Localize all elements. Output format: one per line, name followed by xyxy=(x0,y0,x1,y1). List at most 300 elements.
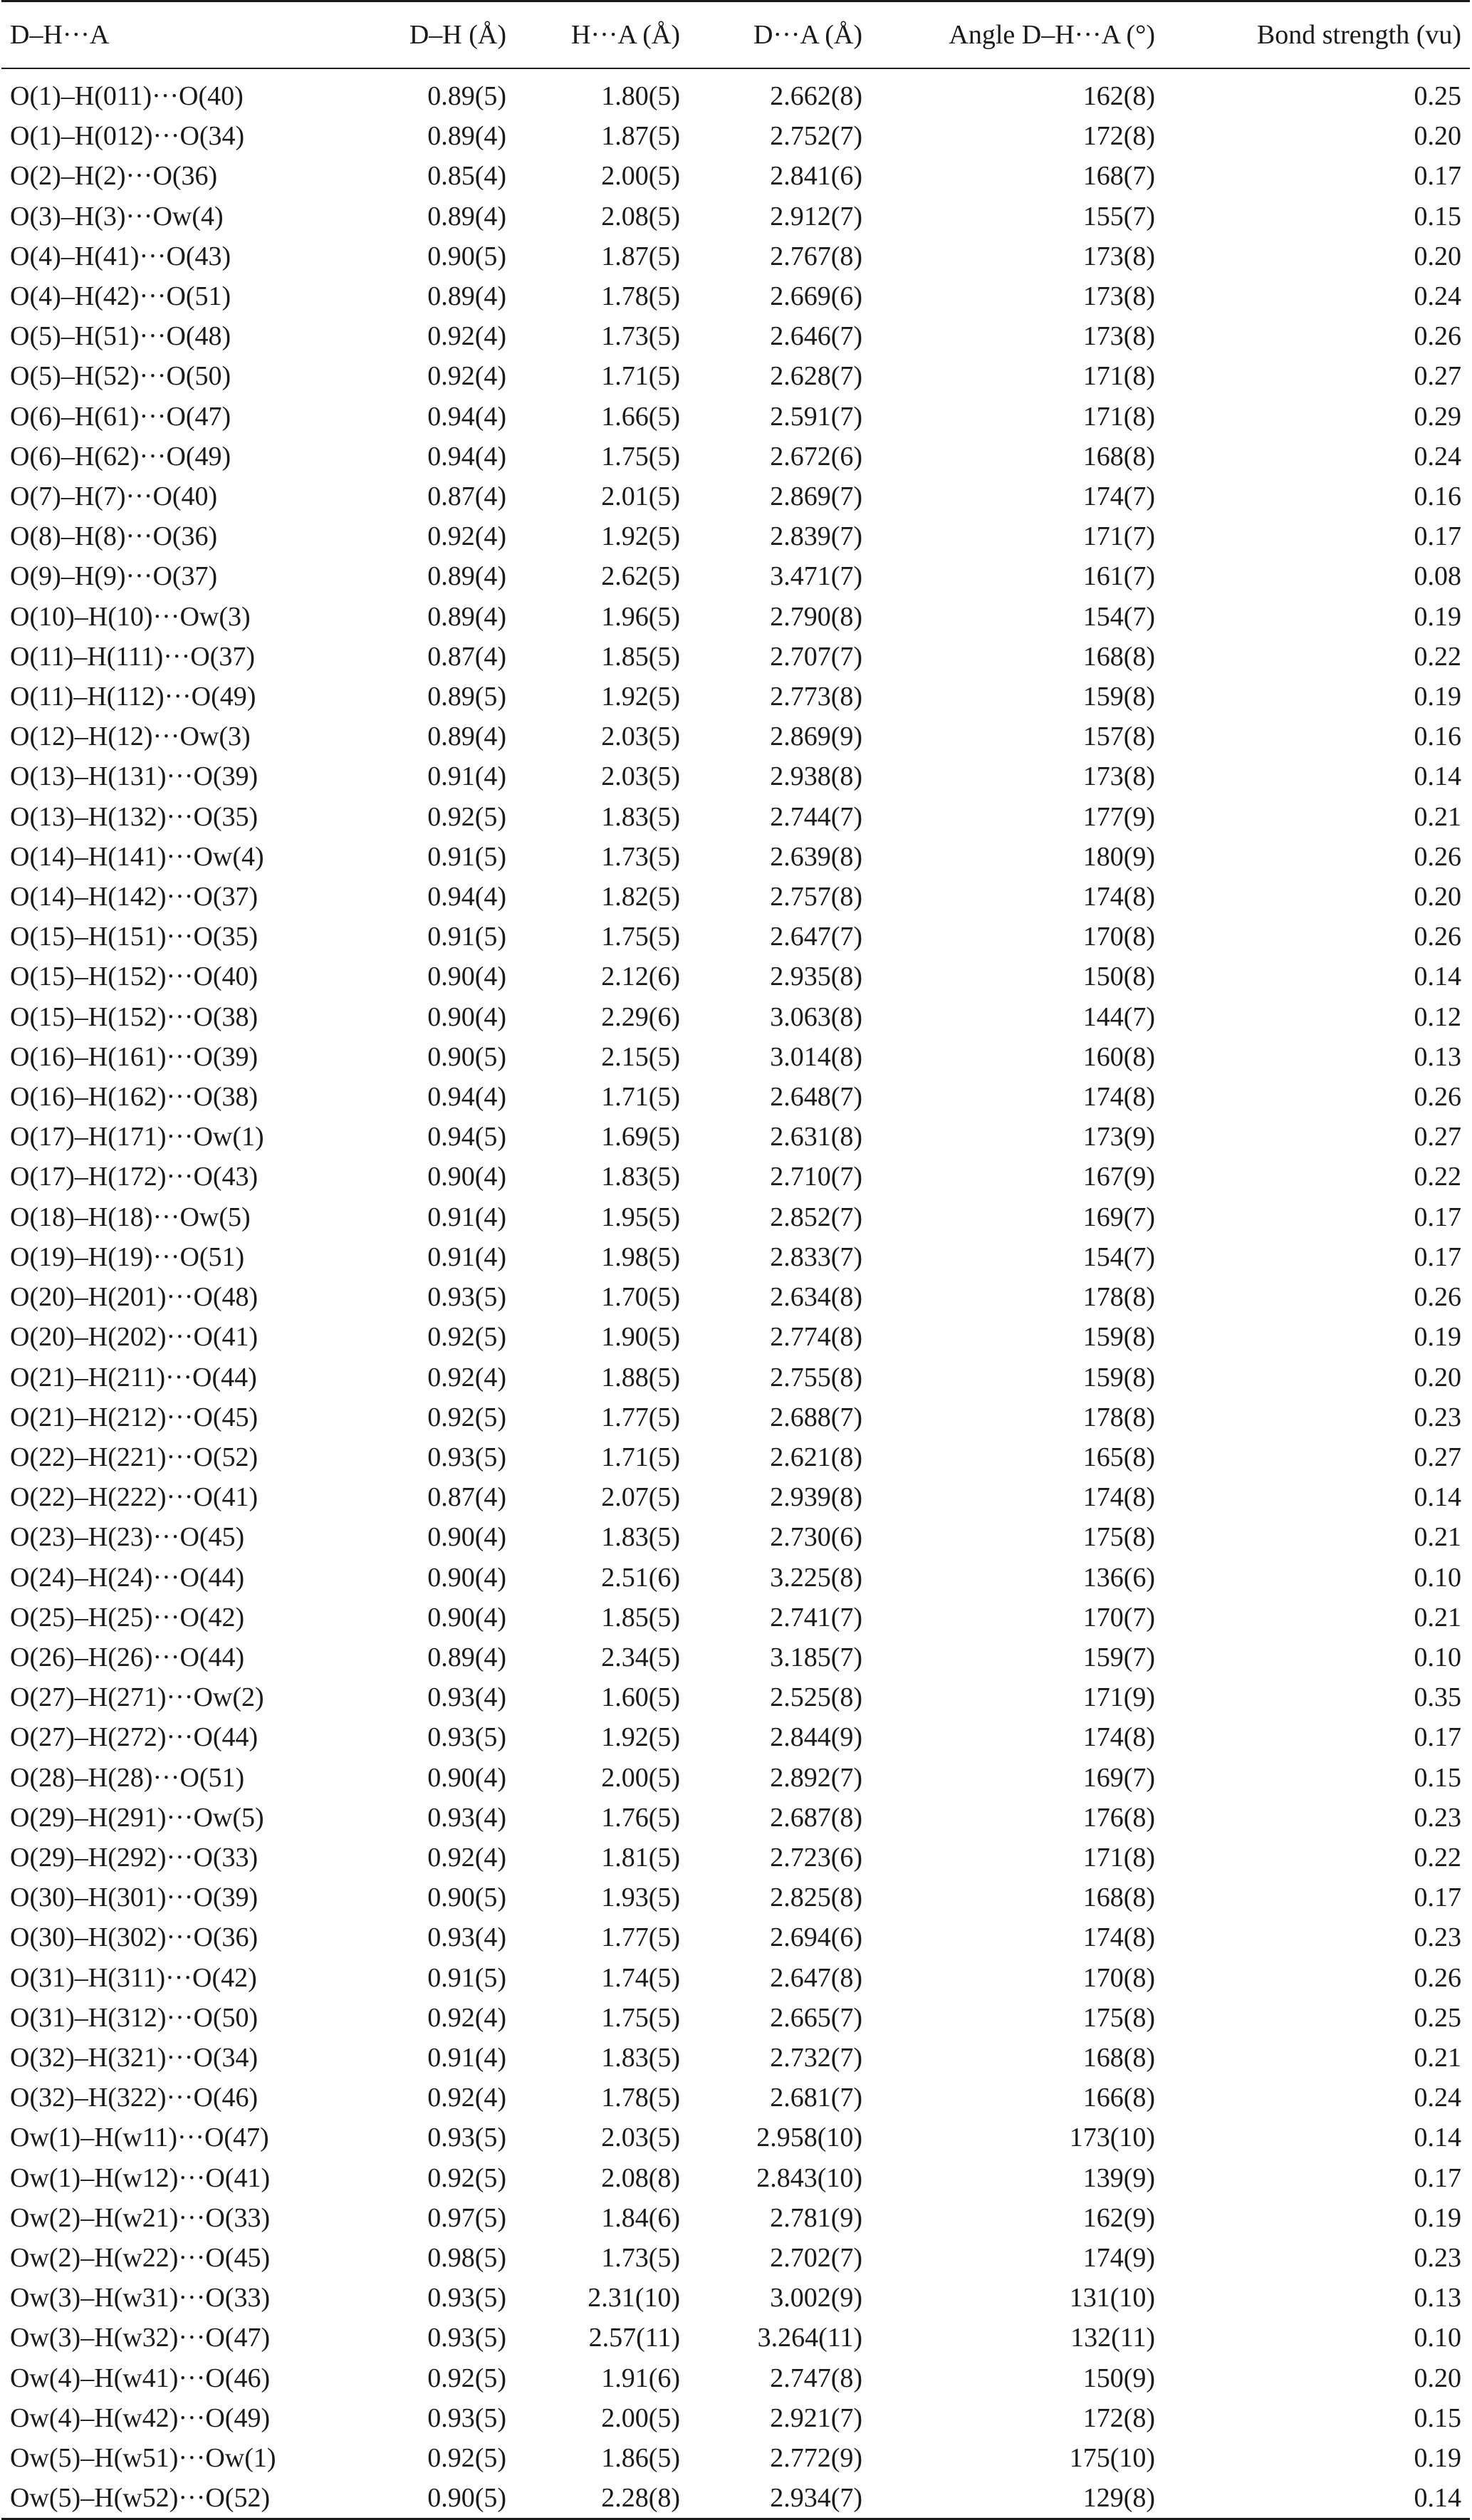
table-row xyxy=(1,677,1470,717)
bond-strength-cell: 0.17 xyxy=(1414,1722,1461,1753)
bond-label-cell: O(32)–H(321)···O(34) xyxy=(10,2042,259,2073)
da-distance-cell: 2.869(9) xyxy=(770,722,862,752)
bond-strength-cell: 0.17 xyxy=(1414,521,1461,552)
bond-strength-cell: 0.15 xyxy=(1414,201,1461,231)
angle-cell: 168(7) xyxy=(1082,161,1155,192)
angle-cell: 171(8) xyxy=(1082,401,1155,432)
table-row xyxy=(1,1798,1470,1838)
ha-distance-cell: 2.08(8) xyxy=(601,2162,680,2193)
bond-label-cell: O(27)–H(272)···O(44) xyxy=(10,1722,259,1753)
ha-distance-cell: 1.85(5) xyxy=(601,641,680,672)
table-header xyxy=(1,1,1470,77)
bond-label-cell: O(20)–H(202)···O(41) xyxy=(10,1322,259,1353)
dh-distance-cell: 0.98(5) xyxy=(427,2242,506,2273)
bond-strength-cell: 0.19 xyxy=(1414,601,1461,632)
da-distance-cell: 2.752(7) xyxy=(770,121,862,152)
da-distance-cell: 2.747(8) xyxy=(770,2363,862,2393)
bond-strength-cell: 0.13 xyxy=(1414,2283,1461,2313)
angle-cell: 155(7) xyxy=(1082,201,1155,231)
table-row xyxy=(1,837,1470,877)
ha-distance-cell: 2.15(5) xyxy=(601,1041,680,1072)
bond-strength-cell: 0.16 xyxy=(1414,481,1461,512)
da-distance-cell: 2.892(7) xyxy=(770,1762,862,1793)
da-distance-cell: 2.839(7) xyxy=(770,521,862,552)
bond-label-cell: O(24)–H(24)···O(44) xyxy=(10,1562,245,1593)
angle-cell: 173(8) xyxy=(1082,761,1155,792)
table-row xyxy=(1,717,1470,756)
header-row xyxy=(1,1,1470,69)
bond-strength-cell: 0.21 xyxy=(1414,1602,1461,1633)
da-distance-cell: 3.185(7) xyxy=(770,1642,862,1672)
dh-distance-cell: 0.94(4) xyxy=(427,1082,506,1113)
da-distance-cell: 2.723(6) xyxy=(770,1842,862,1873)
angle-cell: 176(8) xyxy=(1082,1802,1155,1833)
table-row xyxy=(1,556,1470,596)
bond-label-cell: O(29)–H(292)···O(33) xyxy=(10,1842,259,1873)
table-row xyxy=(1,477,1470,516)
bond-strength-cell: 0.22 xyxy=(1414,641,1461,672)
ha-distance-cell: 1.80(5) xyxy=(601,81,680,111)
dh-distance-cell: 0.89(4) xyxy=(427,1642,506,1672)
angle-cell: 159(8) xyxy=(1082,1322,1155,1353)
bond-strength-cell: 0.17 xyxy=(1414,161,1461,192)
angle-cell: 159(7) xyxy=(1082,1642,1155,1672)
bond-strength-cell: 0.21 xyxy=(1414,2042,1461,2073)
table-row xyxy=(1,1958,1470,1998)
bond-label-cell: O(1)–H(012)···O(34) xyxy=(10,121,245,152)
bond-label-cell: Ow(3)–H(w32)···O(47) xyxy=(10,2323,271,2353)
ha-distance-cell: 1.86(5) xyxy=(601,2442,680,2473)
table-row xyxy=(1,1157,1470,1197)
header-dh-distance: D–H (Å) xyxy=(349,1,515,69)
angle-cell: 174(7) xyxy=(1082,481,1155,512)
table-row xyxy=(1,1517,1470,1557)
ha-distance-cell: 1.73(5) xyxy=(601,2242,680,2273)
angle-cell: 171(7) xyxy=(1082,521,1155,552)
dh-distance-cell: 0.92(5) xyxy=(427,2162,506,2193)
hydrogen-bond-table-container xyxy=(1,0,1470,2520)
angle-cell: 161(7) xyxy=(1082,561,1155,592)
dh-distance-cell: 0.93(4) xyxy=(427,1802,506,1833)
bond-strength-cell: 0.14 xyxy=(1414,2123,1461,2153)
bond-label-cell: O(16)–H(161)···O(39) xyxy=(10,1041,259,1072)
bond-label-cell: O(22)–H(221)···O(52) xyxy=(10,1442,259,1472)
bond-label-cell: Ow(3)–H(w31)···O(33) xyxy=(10,2283,271,2313)
da-distance-cell: 2.646(7) xyxy=(770,321,862,352)
bond-strength-cell: 0.25 xyxy=(1414,2002,1461,2033)
bond-label-cell: O(19)–H(19)···O(51) xyxy=(10,1241,245,1272)
bond-label-cell: O(27)–H(271)···Ow(2) xyxy=(10,1682,264,1713)
dh-distance-cell: 0.91(5) xyxy=(427,1962,506,1993)
dh-distance-cell: 0.92(5) xyxy=(427,2363,506,2393)
bond-label-cell: O(26)–H(26)···O(44) xyxy=(10,1642,245,1672)
dh-distance-cell: 0.91(4) xyxy=(427,1202,506,1232)
table-row xyxy=(1,1437,1470,1477)
bond-label-cell: Ow(4)–H(w42)···O(49) xyxy=(10,2402,271,2433)
dh-distance-cell: 0.92(4) xyxy=(427,521,506,552)
da-distance-cell: 2.647(7) xyxy=(770,922,862,952)
bond-strength-cell: 0.19 xyxy=(1414,2442,1461,2473)
table-row xyxy=(1,1677,1470,1717)
header-angle: Angle D–H···A (°) xyxy=(871,1,1164,69)
table-row xyxy=(1,2278,1470,2318)
da-distance-cell: 2.672(6) xyxy=(770,441,862,472)
bond-label-cell: O(6)–H(61)···O(47) xyxy=(10,401,231,432)
bond-strength-cell: 0.17 xyxy=(1414,2162,1461,2193)
da-distance-cell: 3.471(7) xyxy=(770,561,862,592)
table-row xyxy=(1,2238,1470,2278)
da-distance-cell: 2.744(7) xyxy=(770,801,862,832)
ha-distance-cell: 2.03(5) xyxy=(601,2123,680,2153)
da-distance-cell: 2.843(10) xyxy=(756,2162,862,2193)
angle-cell: 170(8) xyxy=(1082,922,1155,952)
bond-label-cell: O(32)–H(322)···O(46) xyxy=(10,2083,259,2113)
ha-distance-cell: 2.12(6) xyxy=(601,962,680,992)
dh-distance-cell: 0.90(5) xyxy=(349,2478,515,2519)
ha-distance-cell: 1.92(5) xyxy=(601,521,680,552)
da-distance-cell: 2.757(8) xyxy=(770,882,862,912)
bond-label-cell: O(5)–H(51)···O(48) xyxy=(10,321,231,352)
angle-cell: 169(7) xyxy=(1082,1202,1155,1232)
bond-label-cell: O(7)–H(7)···O(40) xyxy=(10,481,218,512)
ha-distance-cell: 1.83(5) xyxy=(601,1162,680,1192)
da-distance-cell: 2.648(7) xyxy=(770,1082,862,1113)
angle-cell: 178(8) xyxy=(1082,1402,1155,1432)
bond-label-cell: O(31)–H(312)···O(50) xyxy=(10,2002,259,2033)
bond-label-cell: O(31)–H(311)···O(42) xyxy=(10,1962,257,1993)
bond-strength-cell: 0.14 xyxy=(1414,761,1461,792)
bond-label-cell: O(11)–H(111)···O(37) xyxy=(10,641,255,672)
table-row xyxy=(1,437,1470,477)
bond-strength-cell: 0.13 xyxy=(1414,1041,1461,1072)
table-row xyxy=(1,76,1470,116)
angle-cell: 173(8) xyxy=(1082,281,1155,312)
bond-strength-cell: 0.21 xyxy=(1414,801,1461,832)
angle-cell: 165(8) xyxy=(1082,1442,1155,1472)
ha-distance-cell: 1.74(5) xyxy=(601,1962,680,1993)
da-distance-cell: 2.958(10) xyxy=(756,2123,862,2153)
angle-cell: 169(7) xyxy=(1082,1762,1155,1793)
bond-label-cell: Ow(5)–H(w52)···O(52) xyxy=(1,2478,349,2519)
dh-distance-cell: 0.89(5) xyxy=(427,81,506,111)
ha-distance-cell: 2.00(5) xyxy=(601,2402,680,2433)
table-row xyxy=(1,2038,1470,2078)
bond-label-cell: O(15)–H(151)···O(35) xyxy=(10,922,259,952)
ha-distance-cell: 1.78(5) xyxy=(601,2083,680,2113)
table-row xyxy=(1,197,1470,236)
da-distance-cell: 2.934(7) xyxy=(689,2478,871,2519)
dh-distance-cell: 0.90(5) xyxy=(427,1041,506,1072)
bond-label-cell: O(3)–H(3)···Ow(4) xyxy=(10,201,224,231)
table-row xyxy=(1,1197,1470,1237)
da-distance-cell: 2.688(7) xyxy=(770,1402,862,1432)
bond-strength-cell: 0.14 xyxy=(1414,962,1461,992)
dh-distance-cell: 0.91(4) xyxy=(427,761,506,792)
da-distance-cell: 2.621(8) xyxy=(770,1442,862,1472)
header-bond-strength: Bond strength (vu) xyxy=(1164,1,1470,69)
bond-strength-cell: 0.23 xyxy=(1414,2242,1461,2273)
bond-strength-cell: 0.24 xyxy=(1414,441,1461,472)
bond-label-cell: O(17)–H(171)···Ow(1) xyxy=(10,1122,264,1152)
ha-distance-cell: 1.96(5) xyxy=(601,601,680,632)
ha-distance-cell: 1.70(5) xyxy=(601,1282,680,1313)
angle-cell: 174(9) xyxy=(1082,2242,1155,2273)
bond-label-cell: O(4)–H(41)···O(43) xyxy=(10,241,231,271)
angle-cell: 174(8) xyxy=(1082,1922,1155,1953)
angle-cell: 159(8) xyxy=(1082,1362,1155,1392)
dh-distance-cell: 0.93(5) xyxy=(427,2123,506,2153)
bond-strength-cell: 0.27 xyxy=(1414,1442,1461,1472)
table-row xyxy=(1,2398,1470,2438)
da-distance-cell: 2.707(7) xyxy=(770,641,862,672)
table-row xyxy=(1,156,1470,196)
dh-distance-cell: 0.93(5) xyxy=(427,1282,506,1313)
angle-cell: 173(9) xyxy=(1082,1122,1155,1152)
da-distance-cell: 2.591(7) xyxy=(770,401,862,432)
dh-distance-cell: 0.92(4) xyxy=(427,321,506,352)
bond-label-cell: O(10)–H(10)···Ow(3) xyxy=(10,601,251,632)
table-row xyxy=(1,1917,1470,1957)
da-distance-cell: 3.002(9) xyxy=(770,2283,862,2313)
da-distance-cell: 2.781(9) xyxy=(770,2202,862,2233)
ha-distance-cell: 1.73(5) xyxy=(601,841,680,872)
table-row xyxy=(1,2478,1470,2519)
dh-distance-cell: 0.91(4) xyxy=(427,1241,506,1272)
ha-distance-cell: 1.75(5) xyxy=(601,922,680,952)
table-row xyxy=(1,1397,1470,1437)
ha-distance-cell: 2.08(5) xyxy=(601,201,680,231)
ha-distance-cell: 1.88(5) xyxy=(601,1362,680,1392)
angle-cell: 144(7) xyxy=(1082,1001,1155,1032)
angle-cell: 174(8) xyxy=(1082,1482,1155,1513)
ha-distance-cell: 2.31(10) xyxy=(588,2283,680,2313)
dh-distance-cell: 0.89(4) xyxy=(427,201,506,231)
bond-strength-cell: 0.08 xyxy=(1414,561,1461,592)
bond-strength-cell: 0.20 xyxy=(1414,1362,1461,1392)
table-row xyxy=(1,597,1470,637)
bond-label-cell: O(22)–H(222)···O(41) xyxy=(10,1482,259,1513)
ha-distance-cell: 1.66(5) xyxy=(601,401,680,432)
table-row xyxy=(1,756,1470,796)
angle-cell: 132(11) xyxy=(1070,2323,1155,2353)
da-distance-cell: 2.790(8) xyxy=(770,601,862,632)
bond-strength-cell: 0.22 xyxy=(1414,1162,1461,1192)
ha-distance-cell: 2.03(5) xyxy=(601,761,680,792)
ha-distance-cell: 1.76(5) xyxy=(601,1802,680,1833)
ha-distance-cell: 2.03(5) xyxy=(601,722,680,752)
bond-label-cell: O(30)–H(301)···O(39) xyxy=(10,1883,259,1913)
da-distance-cell: 2.833(7) xyxy=(770,1241,862,1272)
da-distance-cell: 2.628(7) xyxy=(770,361,862,392)
da-distance-cell: 3.225(8) xyxy=(770,1562,862,1593)
bond-label-cell: O(6)–H(62)···O(49) xyxy=(10,441,231,472)
bond-label-cell: O(21)–H(211)···O(44) xyxy=(10,1362,257,1392)
da-distance-cell: 2.634(8) xyxy=(770,1282,862,1313)
table-row xyxy=(1,917,1470,957)
bond-label-cell: O(20)–H(201)···O(48) xyxy=(10,1282,259,1313)
bond-strength-cell: 0.19 xyxy=(1414,2202,1461,2233)
ha-distance-cell: 1.60(5) xyxy=(601,1682,680,1713)
dh-distance-cell: 0.92(5) xyxy=(427,1322,506,1353)
table-row xyxy=(1,1558,1470,1598)
table-row xyxy=(1,1037,1470,1077)
table-row xyxy=(1,797,1470,837)
dh-distance-cell: 0.90(4) xyxy=(427,1522,506,1553)
da-distance-cell: 2.767(8) xyxy=(770,241,862,271)
dh-distance-cell: 0.93(4) xyxy=(427,1922,506,1953)
da-distance-cell: 2.669(6) xyxy=(770,281,862,312)
da-distance-cell: 2.772(9) xyxy=(770,2442,862,2473)
ha-distance-cell: 1.75(5) xyxy=(601,2002,680,2033)
bond-strength-cell: 0.14 xyxy=(1414,1482,1461,1513)
table-row xyxy=(1,356,1470,396)
da-distance-cell: 2.702(7) xyxy=(770,2242,862,2273)
angle-cell: 168(8) xyxy=(1082,641,1155,672)
angle-cell: 171(8) xyxy=(1082,1842,1155,1873)
ha-distance-cell: 2.28(8) xyxy=(515,2478,689,2519)
angle-cell: 168(8) xyxy=(1082,1883,1155,1913)
bond-strength-cell: 0.26 xyxy=(1414,1962,1461,1993)
bond-label-cell: O(16)–H(162)···O(38) xyxy=(10,1082,259,1113)
ha-distance-cell: 1.75(5) xyxy=(601,441,680,472)
bond-label-cell: Ow(4)–H(w41)···O(46) xyxy=(10,2363,271,2393)
angle-cell: 171(8) xyxy=(1082,361,1155,392)
bond-strength-cell: 0.23 xyxy=(1414,1802,1461,1833)
dh-distance-cell: 0.92(5) xyxy=(427,801,506,832)
bond-label-cell: O(14)–H(141)···Ow(4) xyxy=(10,841,264,872)
table-row xyxy=(1,2198,1470,2238)
table-row xyxy=(1,516,1470,556)
table-row xyxy=(1,1838,1470,1878)
angle-cell: 131(10) xyxy=(1069,2283,1155,2313)
ha-distance-cell: 1.87(5) xyxy=(601,241,680,271)
dh-distance-cell: 0.91(4) xyxy=(427,2042,506,2073)
ha-distance-cell: 1.69(5) xyxy=(601,1122,680,1152)
angle-cell: 162(9) xyxy=(1082,2202,1155,2233)
dh-distance-cell: 0.92(4) xyxy=(427,2002,506,2033)
bond-strength-cell: 0.17 xyxy=(1414,1241,1461,1272)
da-distance-cell: 2.774(8) xyxy=(770,1322,862,1353)
dh-distance-cell: 0.90(5) xyxy=(427,241,506,271)
dh-distance-cell: 0.94(4) xyxy=(427,401,506,432)
bond-label-cell: O(17)–H(172)···O(43) xyxy=(10,1162,259,1192)
table-row xyxy=(1,236,1470,276)
bond-strength-cell: 0.20 xyxy=(1414,882,1461,912)
table-body xyxy=(1,76,1470,2519)
ha-distance-cell: 2.01(5) xyxy=(601,481,680,512)
bond-label-cell: O(4)–H(42)···O(51) xyxy=(10,281,231,312)
bond-label-cell: O(15)–H(152)···O(38) xyxy=(10,1001,259,1032)
angle-cell: 154(7) xyxy=(1082,1241,1155,1272)
table-row xyxy=(1,1598,1470,1638)
da-distance-cell: 3.014(8) xyxy=(770,1041,862,1072)
table-row xyxy=(1,116,1470,156)
ha-distance-cell: 2.62(5) xyxy=(601,561,680,592)
da-distance-cell: 2.710(7) xyxy=(770,1162,862,1192)
ha-distance-cell: 2.34(5) xyxy=(601,1642,680,1672)
bond-strength-cell: 0.27 xyxy=(1414,361,1461,392)
ha-distance-cell: 1.73(5) xyxy=(601,321,680,352)
dh-distance-cell: 0.85(4) xyxy=(427,161,506,192)
bond-label-cell: O(11)–H(112)···O(49) xyxy=(10,682,256,712)
da-distance-cell: 2.935(8) xyxy=(770,962,862,992)
angle-cell: 175(8) xyxy=(1082,1522,1155,1553)
bond-strength-cell: 0.29 xyxy=(1414,401,1461,432)
bond-label-cell: O(12)–H(12)···Ow(3) xyxy=(10,722,251,752)
da-distance-cell: 2.687(8) xyxy=(770,1802,862,1833)
bond-strength-cell: 0.17 xyxy=(1414,1202,1461,1232)
table-row xyxy=(1,1277,1470,1317)
dh-distance-cell: 0.89(5) xyxy=(427,682,506,712)
bond-strength-cell: 0.25 xyxy=(1414,81,1461,111)
angle-cell: 170(7) xyxy=(1082,1602,1155,1633)
dh-distance-cell: 0.91(5) xyxy=(427,841,506,872)
bond-strength-cell: 0.10 xyxy=(1414,1642,1461,1672)
da-distance-cell: 2.631(8) xyxy=(770,1122,862,1152)
da-distance-cell: 2.939(8) xyxy=(770,1482,862,1513)
angle-cell: 129(8) xyxy=(871,2478,1164,2519)
ha-distance-cell: 1.87(5) xyxy=(601,121,680,152)
dh-distance-cell: 0.90(5) xyxy=(427,1883,506,1913)
table-row xyxy=(1,1717,1470,1757)
ha-distance-cell: 1.98(5) xyxy=(601,1241,680,1272)
bond-label-cell: O(18)–H(18)···Ow(5) xyxy=(10,1202,251,1232)
dh-distance-cell: 0.93(5) xyxy=(427,1722,506,1753)
da-distance-cell: 2.681(7) xyxy=(770,2083,862,2113)
da-distance-cell: 2.912(7) xyxy=(770,201,862,231)
angle-cell: 136(6) xyxy=(1082,1562,1155,1593)
bond-strength-cell: 0.23 xyxy=(1414,1922,1461,1953)
angle-cell: 159(8) xyxy=(1082,682,1155,712)
angle-cell: 174(8) xyxy=(1082,1722,1155,1753)
bond-strength-cell: 0.15 xyxy=(1414,1762,1461,1793)
table-row xyxy=(1,2318,1470,2358)
da-distance-cell: 3.264(11) xyxy=(757,2323,862,2353)
dh-distance-cell: 0.91(5) xyxy=(427,922,506,952)
bond-label-cell: O(13)–H(131)···O(39) xyxy=(10,761,259,792)
table-row xyxy=(1,2158,1470,2198)
bond-strength-cell: 0.20 xyxy=(1414,241,1461,271)
angle-cell: 174(8) xyxy=(1082,882,1155,912)
bond-strength-cell: 0.22 xyxy=(1414,1842,1461,1873)
bond-label-cell: O(15)–H(152)···O(40) xyxy=(10,962,259,992)
dh-distance-cell: 0.93(4) xyxy=(427,1682,506,1713)
ha-distance-cell: 2.51(6) xyxy=(601,1562,680,1593)
angle-cell: 172(8) xyxy=(1082,2402,1155,2433)
ha-distance-cell: 2.00(5) xyxy=(601,161,680,192)
bond-label-cell: O(8)–H(8)···O(36) xyxy=(10,521,218,552)
angle-cell: 180(9) xyxy=(1082,841,1155,872)
dh-distance-cell: 0.94(4) xyxy=(427,882,506,912)
table-row xyxy=(1,637,1470,677)
dh-distance-cell: 0.93(5) xyxy=(427,2283,506,2313)
table-row xyxy=(1,316,1470,356)
da-distance-cell: 2.921(7) xyxy=(770,2402,862,2433)
bond-strength-cell: 0.17 xyxy=(1414,1883,1461,1913)
bond-strength-cell: 0.19 xyxy=(1414,1322,1461,1353)
bond-strength-cell: 0.10 xyxy=(1414,2323,1461,2353)
bond-strength-cell: 0.23 xyxy=(1414,1402,1461,1432)
ha-distance-cell: 1.92(5) xyxy=(601,1722,680,1753)
dh-distance-cell: 0.87(4) xyxy=(427,641,506,672)
table-row xyxy=(1,2358,1470,2398)
angle-cell: 170(8) xyxy=(1082,1962,1155,1993)
bond-label-cell: Ow(1)–H(w11)···O(47) xyxy=(10,2123,269,2153)
ha-distance-cell: 2.57(11) xyxy=(588,2323,680,2353)
bond-strength-cell: 0.35 xyxy=(1414,1682,1461,1713)
ha-distance-cell: 2.00(5) xyxy=(601,1762,680,1793)
angle-cell: 150(9) xyxy=(1082,2363,1155,2393)
